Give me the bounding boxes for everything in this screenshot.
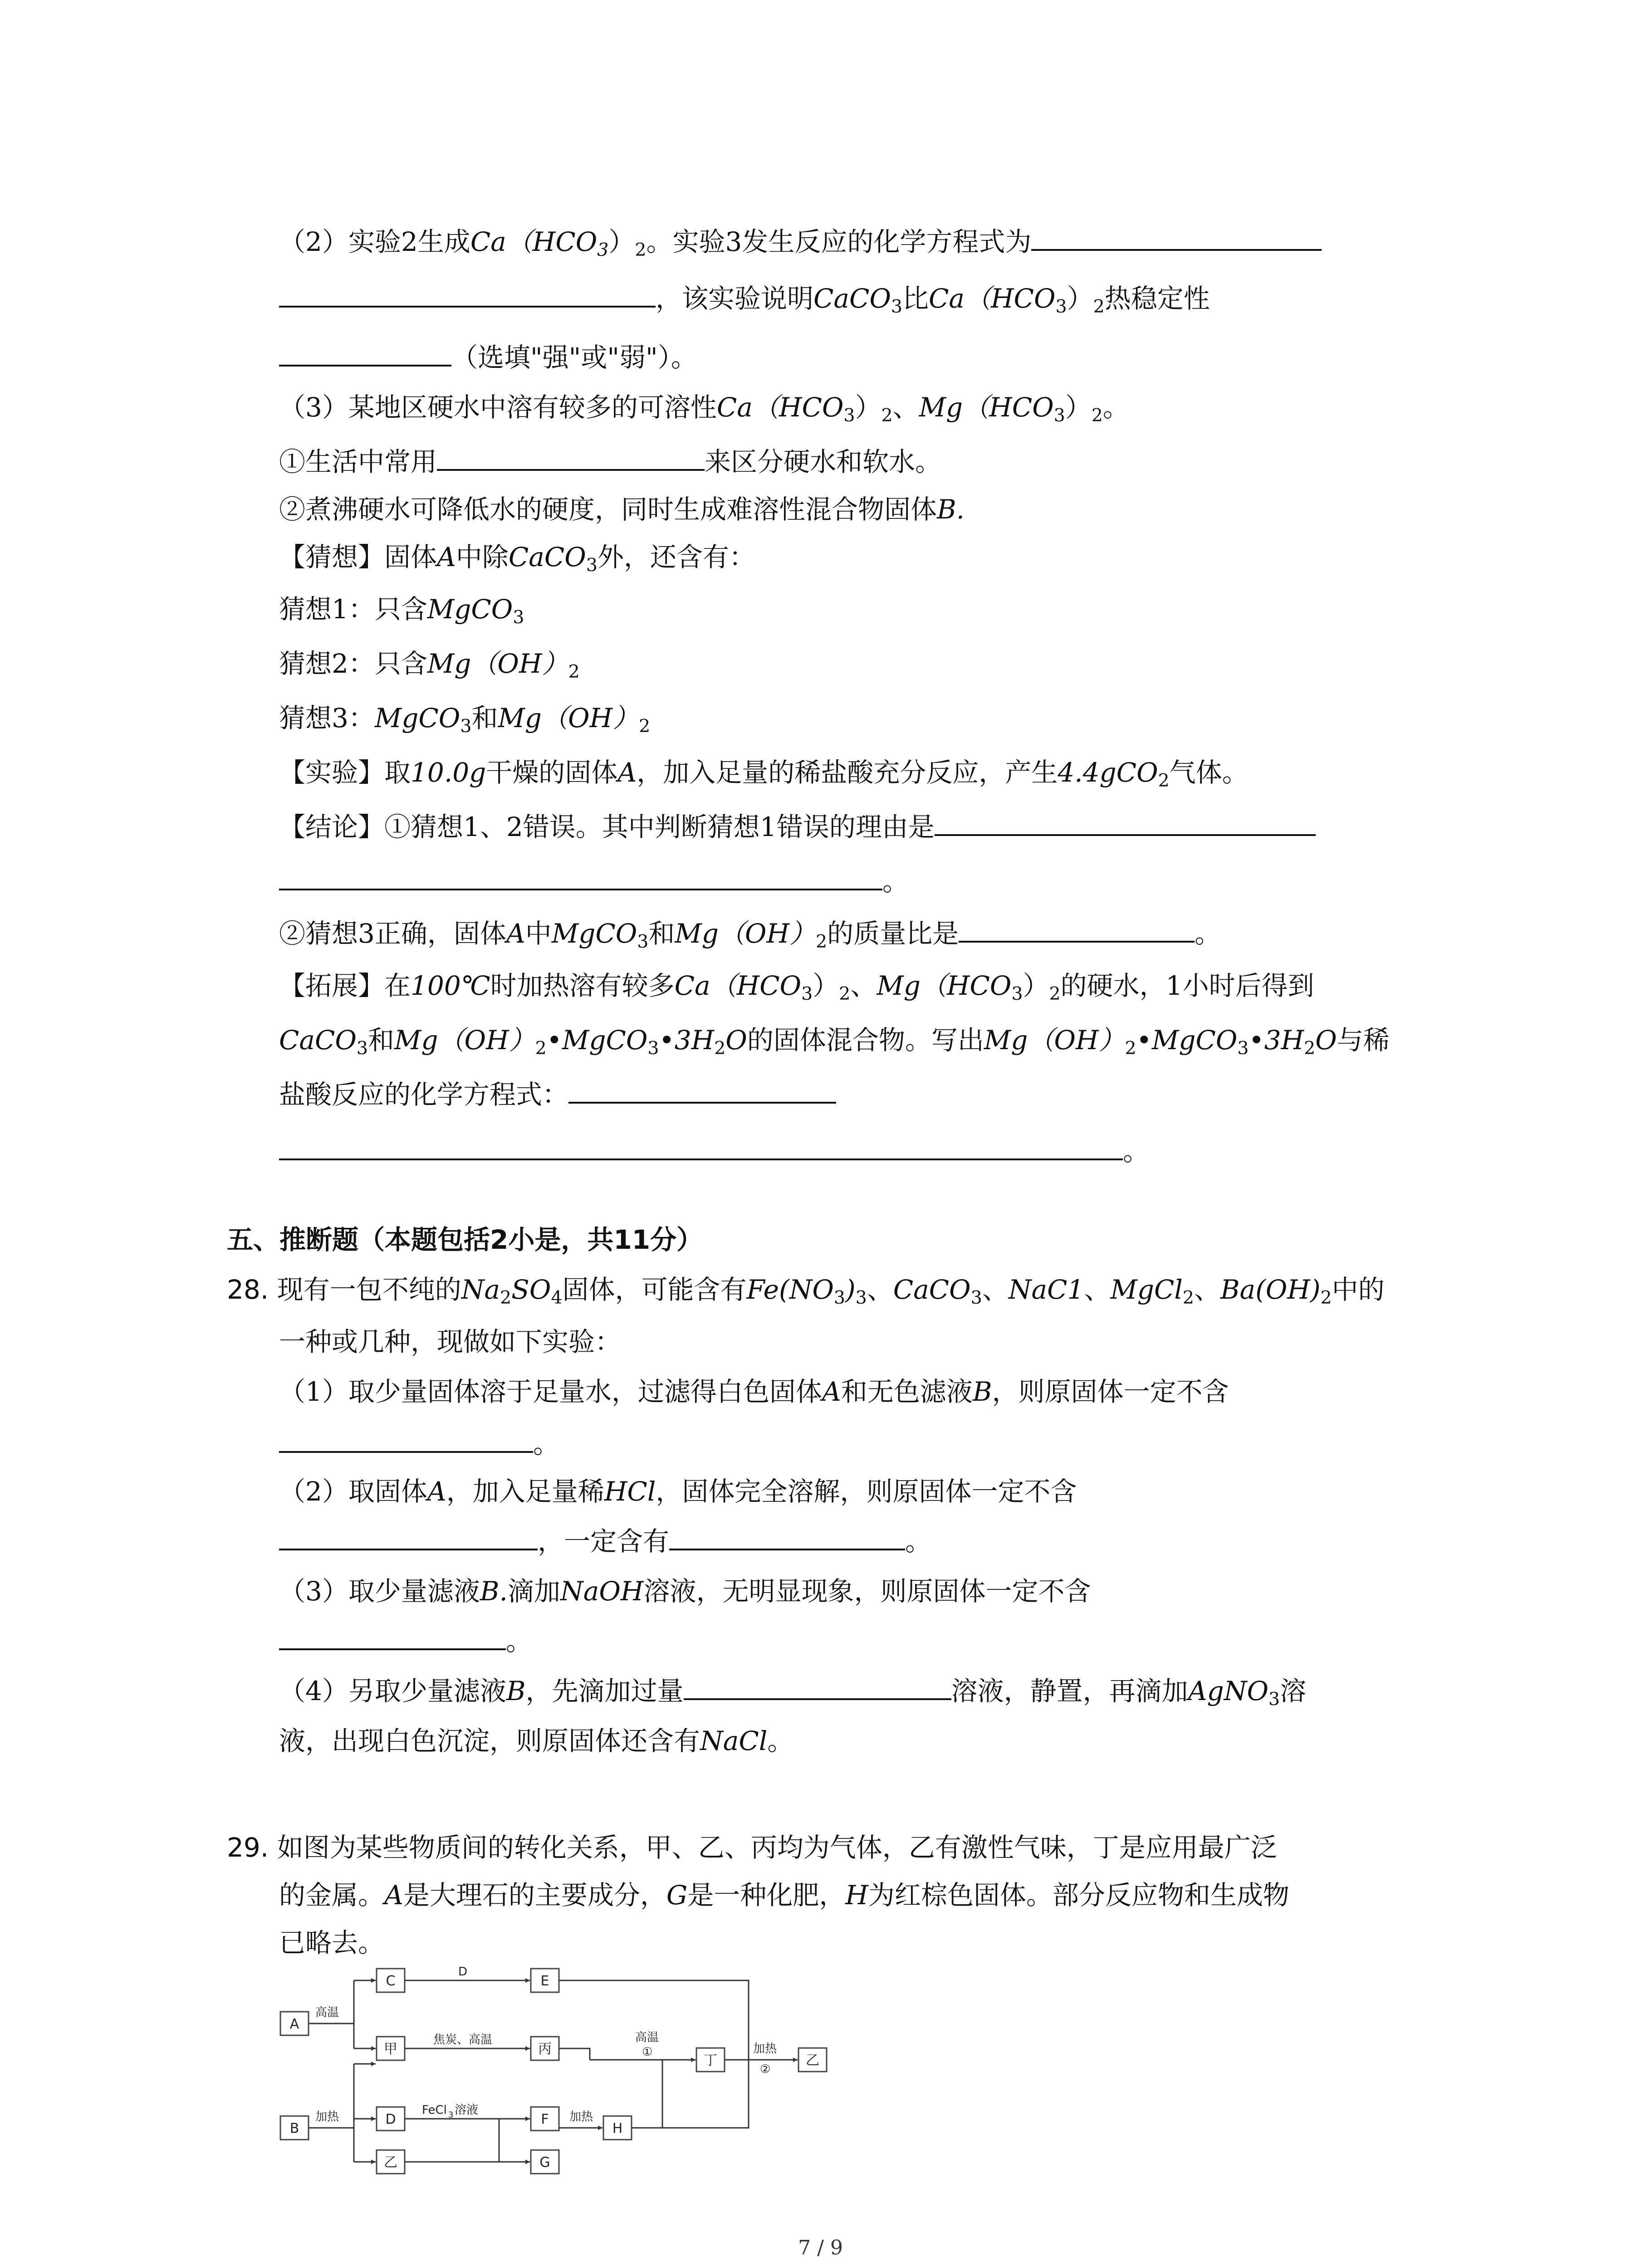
answer-blank[interactable]: [568, 1078, 836, 1104]
q28-part2: （2）取固体A，加入足量稀HCl，固体完全溶解，则原固体一定不含: [279, 1476, 1077, 1507]
edge-label-jiare-F: 加热: [569, 2110, 593, 2124]
edge-label-jiare-2: 加热: [753, 2042, 777, 2056]
answer-blank[interactable]: [437, 445, 705, 471]
q27-part2-line3: （选填"强"或"弱"）。: [279, 340, 697, 375]
answer-blank[interactable]: [279, 341, 451, 367]
q29-stem-line3: 已略去。: [279, 1927, 385, 1958]
answer-blank[interactable]: [279, 865, 882, 890]
q27-experiment: 【实验】取10.0g干燥的固体A，加入足量的稀盐酸充分反应，产生4.4gCO$_2$气体。: [279, 757, 1249, 792]
label-H: H: [612, 2121, 623, 2136]
answer-blank[interactable]: [669, 1525, 905, 1550]
q27-extension4: 。: [279, 1134, 1149, 1168]
answer-blank[interactable]: [279, 1427, 533, 1453]
q28-part2-blanks: ，一定含有 。: [279, 1524, 931, 1559]
label-G: G: [539, 2155, 550, 2170]
q27-conclusion1-cont: 。: [279, 864, 909, 899]
q27-sub1: ①生活中常用 来区分硬水和软水。: [279, 446, 942, 477]
label-ding: 丁: [704, 2053, 717, 2068]
answer-blank[interactable]: [1031, 225, 1322, 251]
q27-conclusion2: ②猜想3正确，固体A中MgCO$_3$和$Mg(OH)_2$的质量比是 。: [279, 918, 1221, 953]
q28-stem-line2: 一种或几种，现做如下实验：: [279, 1326, 622, 1357]
edge-label-fecl3-tail: 溶液: [455, 2103, 479, 2117]
answer-blank[interactable]: [935, 811, 1316, 836]
q27-guess-head: 【猜想】固体A中除CaCO$_3$外，还含有：: [279, 542, 755, 576]
question-number: 29.: [227, 1832, 269, 1863]
q27-part2-line1: （2）实验2生成$Ca(HCO_3)_2$。实验3发生反应的化学方程式为: [279, 225, 1322, 267]
edge-label-fecl3: FeCl: [422, 2103, 447, 2117]
question-number: 28.: [227, 1274, 269, 1305]
label-C: C: [386, 1973, 396, 1989]
section-heading: 五、推断题（本题包括2小是，共11分）: [227, 1224, 703, 1255]
edge-label-circle1: ①: [642, 2045, 653, 2059]
q27-extension3: 盐酸反应的化学方程式：: [279, 1077, 836, 1112]
label-E: E: [540, 1973, 549, 1989]
label-D: D: [385, 2112, 396, 2127]
page-number: 7 / 9: [798, 2236, 843, 2259]
conversion-flow-diagram: [272, 1950, 853, 2186]
q27-guess3: 猜想3：MgCO$_3$和$Mg(OH)_2$: [279, 703, 651, 737]
answer-blank[interactable]: [279, 1135, 1123, 1160]
label-F: F: [541, 2112, 549, 2127]
label-A: A: [289, 2016, 299, 2032]
q27-part2-line2: ，该实验说明CaCO$_3$比$Ca(HCO_3)_2$热稳定性: [279, 281, 1210, 324]
edge-label-fecl3-sub: 3: [448, 2110, 454, 2120]
answer-blank[interactable]: [279, 1525, 538, 1550]
edge-label-gaowen-1: 高温: [635, 2031, 659, 2044]
answer-blank[interactable]: [279, 1625, 506, 1650]
label-yi1: 乙: [384, 2155, 397, 2170]
q27-sub2: ②煮沸硬水可降低水的硬度，同时生成难溶性混合物固体B.: [279, 494, 965, 525]
answer-blank[interactable]: [684, 1675, 951, 1700]
answer-blank[interactable]: [959, 917, 1195, 943]
edge-label-circle2: ②: [760, 2063, 771, 2076]
edge-label-gaowen: 高温: [315, 2006, 339, 2019]
edge-label-jiaotan: 焦炭、高温: [433, 2033, 493, 2047]
q29-stem-line2: 的金属。A是大理石的主要成分，G是一种化肥，H为红棕色固体。部分反应物和生成物: [279, 1880, 1289, 1911]
edge-label-D: D: [458, 1965, 468, 1979]
q28-part4: （4）另取少量滤液B，先滴加过量 溶液，静置，再滴加AgNO$_3$溶: [279, 1676, 1306, 1710]
q28-stem-line1: 28. 现有一包不纯的$Na_2SO_4$固体，可能含有$Fe(NO_3)_3$、CaCO$_3$、NaC1、MgCl$_2$、$Ba(OH)_2$中的: [227, 1274, 1385, 1309]
q27-extension1: 【拓展】在100℃时加热溶有较多$Ca(HCO_3)_2$、$Mg(HCO_3)_2$的硬水，1小时后得到: [279, 970, 1314, 1005]
q27-part3-line: （3）某地区硬水中溶有较多的可溶性$Ca(HCO_3)_2$、$Mg(HCO_3)_2$。: [279, 392, 1129, 426]
q28-part3: （3）取少量滤液B.滴加NaOH溶液，无明显现象，则原固体一定不含: [279, 1576, 1091, 1607]
q27-conclusion1: 【结论】①猜想1、2错误。其中判断猜想1错误的理由是: [279, 810, 1316, 844]
answer-blank[interactable]: [279, 282, 656, 308]
label-bing: 丙: [538, 2041, 552, 2057]
label-yi2: 乙: [806, 2053, 819, 2068]
q27-guess2: 猜想2：只含$Mg(OH)_2$: [279, 648, 580, 683]
q28-part1: （1）取少量固体溶于足量水，过滤得白色固体A和无色滤液B，则原固体一定不含: [279, 1376, 1229, 1407]
q28-part1-blank: 。: [279, 1427, 559, 1461]
q28-part4-cont: 液，出现白色沉淀，则原固体还含有NaCl。: [279, 1725, 794, 1756]
q29-stem-line1: 29. 如图为某些物质间的转化关系，甲、乙、丙均为气体，乙有激性气味，丁是应用最广泛: [227, 1832, 1277, 1863]
q28-part3-blank: 。: [279, 1624, 532, 1658]
edge-label-jiare-B: 加热: [315, 2110, 339, 2124]
label-jia: 甲: [384, 2041, 397, 2057]
q27-guess1: 猜想1：只含MgCO$_3$: [279, 594, 524, 628]
label-B: B: [289, 2121, 299, 2136]
q27-extension2: CaCO$_3$和$Mg(OH)_2•MgCO_3•3H_2O$的固体混合物。写出$Mg(OH)_2•MgCO_3•3H_2O$与稀: [279, 1025, 1390, 1059]
